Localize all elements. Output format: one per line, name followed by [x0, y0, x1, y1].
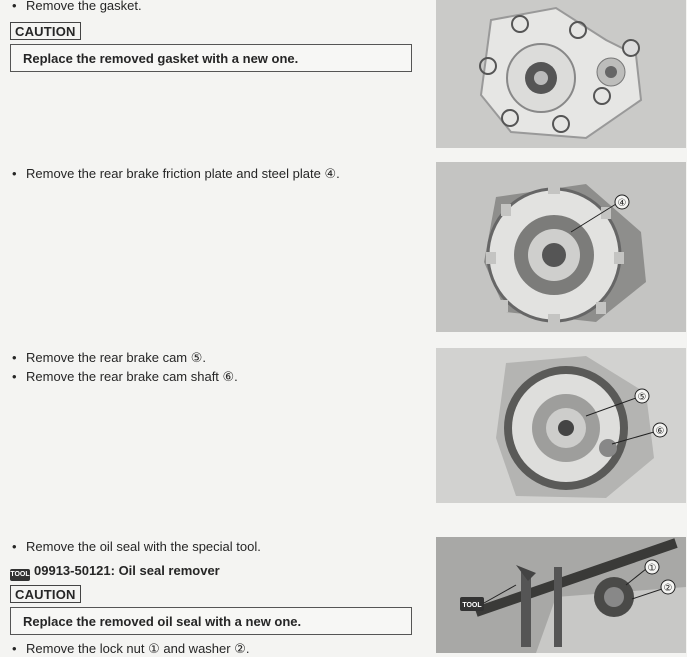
seal-remover-illustration — [436, 537, 686, 653]
photo-brake-cam — [436, 348, 686, 503]
caution-text: Replace the removed gasket with a new one. — [23, 51, 299, 66]
cam-illustration — [436, 348, 686, 503]
bullet-mark: • — [12, 0, 17, 13]
step-remove-cam-shaft — [12, 369, 238, 385]
photo-tool-icon: TOOL — [462, 602, 482, 609]
caution-box — [10, 44, 412, 72]
step-remove-gasket — [12, 0, 142, 13]
caution-label-2: CAUTION — [10, 585, 81, 603]
step-text: Remove the oil seal with the special tool. — [26, 539, 261, 554]
caution-text-2: Replace the removed oil seal with a new one. — [23, 614, 302, 629]
photo-gasket-housing — [436, 0, 686, 148]
step-remove-plates — [12, 166, 340, 182]
step-remove-cam — [12, 350, 206, 366]
callout-5: ⑤ — [637, 392, 647, 403]
bullet-mark: • — [12, 641, 17, 656]
callout-6: ⑥ — [655, 426, 665, 437]
plate-illustration — [436, 162, 686, 332]
callout-2: ② — [663, 583, 673, 594]
caution-box-2 — [10, 607, 412, 635]
step-text: Remove the rear brake friction plate and steel plate ④. — [26, 166, 340, 181]
tool-text: 09913-50121: Oil seal remover — [34, 563, 220, 578]
callout-1: ① — [647, 563, 657, 574]
step-text: Remove the rear brake cam ⑤. — [26, 350, 207, 365]
callout-4: ④ — [617, 198, 627, 209]
bullet-mark: • — [12, 350, 17, 365]
step-text: Remove the gasket. — [26, 0, 142, 13]
caution-label: CAUTION — [10, 22, 81, 40]
special-tool-line — [10, 563, 220, 581]
step-text: Remove the rear brake cam shaft ⑥. — [26, 369, 238, 384]
step-remove-oil-seal — [12, 539, 261, 554]
bullet-mark: • — [12, 539, 17, 554]
tool-icon: TOOL — [10, 569, 30, 581]
photo-oil-seal-remover — [436, 537, 686, 653]
bullet-mark: • — [12, 166, 17, 181]
step-text: Remove the lock nut ① and washer ②. — [26, 641, 250, 656]
bullet-mark: • — [12, 369, 17, 384]
step-remove-lock-nut — [12, 641, 249, 657]
photo-friction-plate — [436, 162, 686, 332]
housing-illustration — [436, 0, 686, 148]
